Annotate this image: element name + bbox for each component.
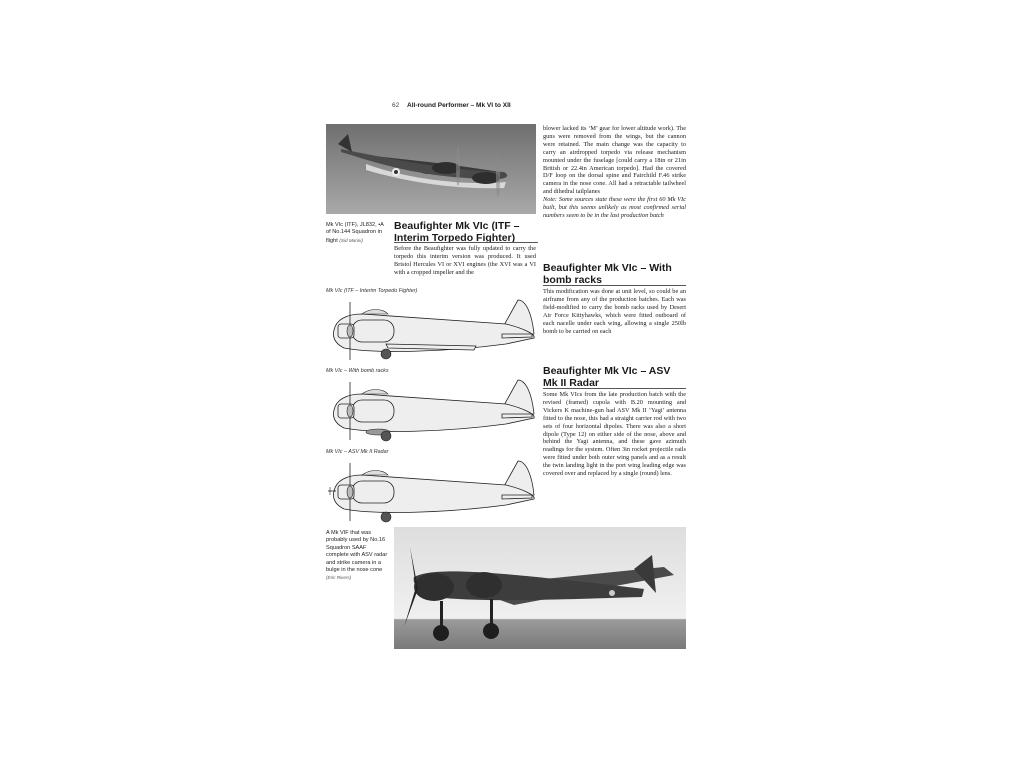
note: Note: Some sources state these were the first 60 Mk VIc built, but this seems unlikely as most confirmed serial numbers seem to be in the last production batch xyxy=(543,196,686,219)
profile-drawing-asv-radar xyxy=(326,455,540,527)
running-header xyxy=(392,102,511,109)
heading-rule xyxy=(543,285,686,286)
top-aircraft-photo xyxy=(326,124,536,214)
drawing-label-bomb-racks: Mk VIc – With bomb racks xyxy=(326,368,389,374)
profile-drawing-itf xyxy=(326,294,540,366)
section-heading-bomb-racks: Beaufighter Mk VIc – With bomb racks xyxy=(543,262,672,286)
section-text-itf: Before the Beaufighter was fully updated to carry the torpedo this interim version was produced. It used Bristol Hercules VI or XVI engines (the XVI was a VI with a cropped impeller and the xyxy=(394,245,536,276)
drawing-label-itf: Mk VIc (ITF – Interim Torpedo Fighter) xyxy=(326,288,418,294)
running-title: All-round Performer – Mk VI to XII xyxy=(407,102,511,109)
section-text-bomb-racks: This modification was done at unit level, so could be an airframe from any of the production batches. Each was field-modified to carry the bomb racks used by Desert Air Force Kittyhawks, which were fitted outboard of each nacelle under each wing, allowing a single 250lb bomb to be carried on each xyxy=(543,288,686,335)
section-text-asv-radar: Some Mk VIcs from the late production batch with the revised (framed) cupola with B.20 mounting and Vickers K machine-gun had ASV Mk II ‘Yagi’ antenna fitted to the nose, this had a straight carrier rod with two sets of four horizontal dipoles. There was also a short dipole (Type 12) on either side of the nose, above and behind the Yagi antenna, and these gave azimuth readings for the system. Often 3in rocket projectile rails were fitted under both outer wing panels and as a result the twin landing light in the port wing leading edge was covered over and replaced by a single (round) lens. xyxy=(543,391,686,478)
profile-drawing-bomb-racks xyxy=(326,374,540,446)
bottom-aircraft-photo xyxy=(394,527,686,649)
section-heading-itf: Beaufighter Mk VIc (ITF – Interim Torpedo Fighter) xyxy=(394,220,520,244)
drawing-label-asv-radar: Mk VIc – ASV Mk II Radar xyxy=(326,449,389,455)
photo-credit: (Sid Marini) xyxy=(339,237,363,243)
bottom-photo-caption: A Mk VIF that was probably used by No.16 Squadron SAAF complete with ASV radar and strike camera in a bulge in the nose cone (Eric Rivers) xyxy=(326,530,388,581)
heading-rule xyxy=(543,388,686,389)
right-column-text: blower lacked its ‘M’ gear for lower altitude work). The guns were removed from the wings, but the cannon were retained. The main change was the capacity to carry an airdropped torpedo via release mechanism mounted under the fuselage [could carry a 18in or 21in British or 22.4in American torpedo]. Had the covered D/F loop on the dorsal spine and Fairchild F.46 strike camera in the nose cone. All had a retractable tailwheel and dihedral tailplanes Note: Some sources state these were the first 60 Mk VIc built, but this seems unlikely as most confirmed serial numbers seem to be in the last production batch xyxy=(543,125,686,219)
photo-credit: (Eric Rivers) xyxy=(326,575,352,581)
top-photo-caption: Mk VIc (ITF), JL832, •A of No.144 Squadron in flight (Sid Marini) xyxy=(326,222,384,244)
heading-rule xyxy=(394,242,538,243)
page-number: 62 xyxy=(392,102,400,109)
section-heading-asv-radar: Beaufighter Mk VIc – ASV Mk II Radar xyxy=(543,365,671,389)
